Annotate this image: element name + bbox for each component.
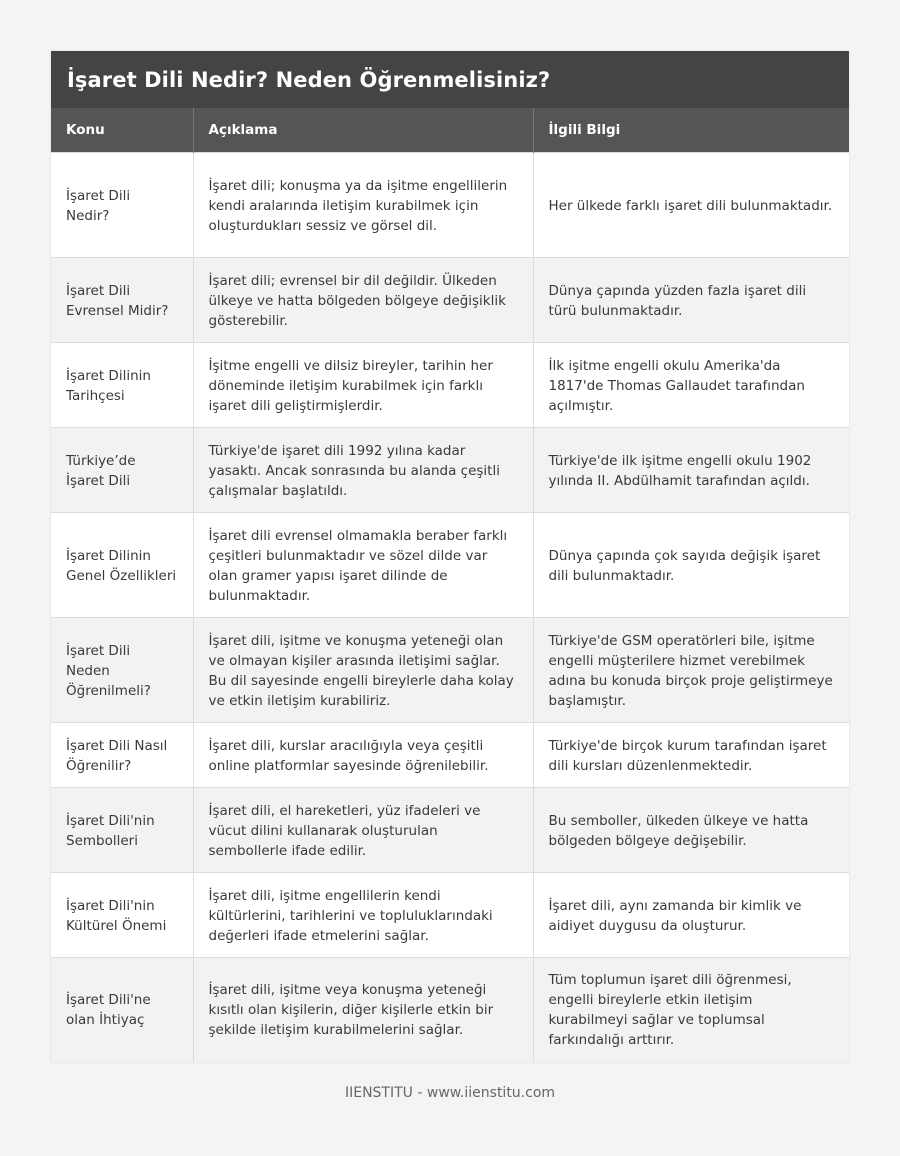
cell-topic: İşaret Dili'nin Kültürel Önemi [51, 873, 193, 958]
table-row [51, 618, 849, 723]
cell-topic: Türkiye’de İşaret Dili [51, 428, 193, 513]
cell-related-info: Dünya çapında yüzden fazla işaret dili türü bulunmaktadır. [533, 258, 849, 343]
page-title: İşaret Dili Nedir? Neden Öğrenmelisiniz? [67, 67, 551, 92]
cell-description: İşaret dili, el hareketleri, yüz ifadeleri ve vücut dilini kullanarak oluşturulan sembollerle ifade edilir. [193, 788, 533, 873]
cell-topic: İşaret Dili Nedir? [51, 153, 193, 258]
table-header-row [51, 108, 849, 153]
column-header-ilgili-bilgi: İlgili Bilgi [533, 108, 849, 153]
table-row [51, 958, 849, 1062]
cell-related-info: Dünya çapında çok sayıda değişik işaret dili bulunmaktadır. [533, 513, 849, 618]
table-row [51, 343, 849, 428]
cell-related-info: Bu semboller, ülkeden ülkeye ve hatta bölgeden bölgeye değişebilir. [533, 788, 849, 873]
table-row [51, 258, 849, 343]
column-header-aciklama: Açıklama [193, 108, 533, 153]
cell-related-info: İşaret dili, aynı zamanda bir kimlik ve aidiyet duygusu da oluşturur. [533, 873, 849, 958]
cell-topic: İşaret Dilinin Tarihçesi [51, 343, 193, 428]
cell-description: İşaret dili evrensel olmamakla beraber farklı çeşitleri bulunmaktadır ve sözel dilde var olan gramer yapısı işaret dilinde de bulunmaktadır. [193, 513, 533, 618]
cell-topic: İşaret Dili Nasıl Öğrenilir? [51, 723, 193, 788]
cell-related-info: Türkiye'de GSM operatörleri bile, işitme engelli müşterilere hizmet verebilmek adına bu konuda birçok proje geliştirmeye başlamıştır. [533, 618, 849, 723]
table-row [51, 788, 849, 873]
table-row [51, 513, 849, 618]
cell-topic: İşaret Dili Neden Öğrenilmeli? [51, 618, 193, 723]
cell-description: İşaret dili, işitme ve konuşma yeteneği olan ve olmayan kişiler arasında iletişimi sağlar. Bu dil sayesinde engelli bireylerle daha kolay ve etkin iletişim kurabiliriz. [193, 618, 533, 723]
cell-topic: İşaret Dili'nin Sembolleri [51, 788, 193, 873]
cell-description: İşaret dili; konuşma ya da işitme engellilerin kendi aralarında iletişim kurabilmek için oluşturdukları sessiz ve görsel dil. [193, 153, 533, 258]
cell-topic: İşaret Dili'ne olan İhtiyaç [51, 958, 193, 1062]
info-table [51, 108, 849, 1062]
cell-description: İşaret dili, işitme engellilerin kendi kültürlerini, tarihlerini ve topluluklarındaki değerleri ifade etmelerini sağlar. [193, 873, 533, 958]
cell-description: İşaret dili, kurslar aracılığıyla veya çeşitli online platformlar sayesinde öğrenilebilir. [193, 723, 533, 788]
cell-description: İşaret dili, işitme veya konuşma yeteneği kısıtlı olan kişilerin, diğer kişilerle etkin bir şekilde iletişim kurabilmelerini sağlar. [193, 958, 533, 1062]
cell-topic: İşaret Dili Evrensel Midir? [51, 258, 193, 343]
table-row [51, 873, 849, 958]
table-row [51, 723, 849, 788]
cell-description: İşaret dili; evrensel bir dil değildir. Ülkeden ülkeye ve hatta bölgeden bölgeye değişiklik gösterebilir. [193, 258, 533, 343]
cell-related-info: Tüm toplumun işaret dili öğrenmesi, engelli bireylerle etkin iletişim kurabilmeyi sağlar ve toplumsal farkındalığı arttırır. [533, 958, 849, 1062]
table-row [51, 153, 849, 258]
cell-related-info: İlk işitme engelli okulu Amerika'da 1817'de Thomas Gallaudet tarafından açılmıştır. [533, 343, 849, 428]
cell-related-info: Türkiye'de ilk işitme engelli okulu 1902 yılında II. Abdülhamit tarafından açıldı. [533, 428, 849, 513]
cell-description: İşitme engelli ve dilsiz bireyler, tarihin her döneminde iletişim kurabilmek için farklı işaret dili geliştirmişlerdir. [193, 343, 533, 428]
cell-description: Türkiye'de işaret dili 1992 yılına kadar yasaktı. Ancak sonrasında bu alanda çeşitli çalışmalar başlatıldı. [193, 428, 533, 513]
cell-related-info: Türkiye'de birçok kurum tarafından işaret dili kursları düzenlenmektedir. [533, 723, 849, 788]
table-card [51, 51, 849, 1062]
footer-credit: IIENSTITU - www.iienstitu.com [344, 1085, 556, 1101]
cell-related-info: Her ülkede farklı işaret dili bulunmaktadır. [533, 153, 849, 258]
column-header-konu: Konu [51, 108, 193, 153]
table-row [51, 428, 849, 513]
title-bar [51, 51, 849, 108]
cell-topic: İşaret Dilinin Genel Özellikleri [51, 513, 193, 618]
